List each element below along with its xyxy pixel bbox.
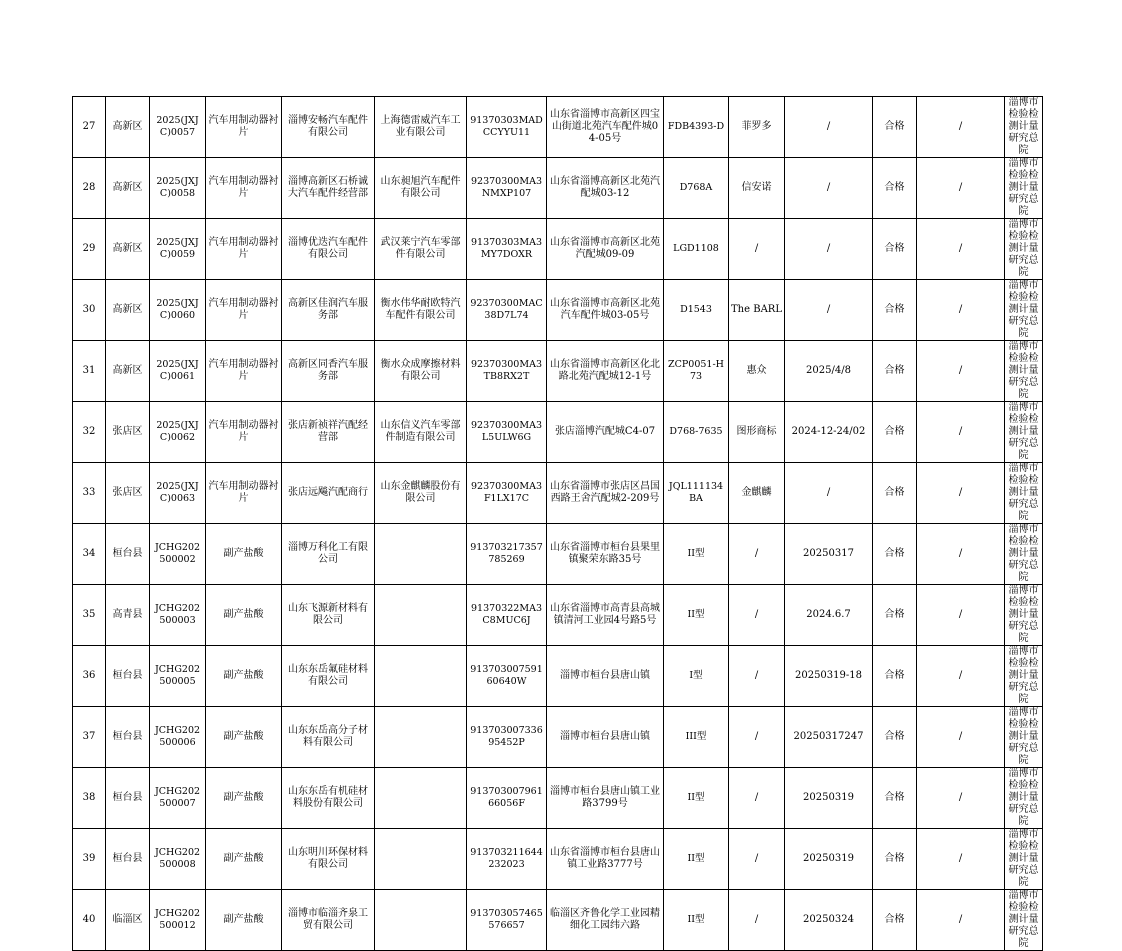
- table-row: [73, 768, 1043, 829]
- remark-cell: /: [917, 829, 1005, 890]
- table-row: [73, 158, 1043, 219]
- sampled-unit-cell: 淄博优迭汽车配件有限公司: [282, 219, 375, 280]
- credit-code-cell: 91370303MA3MY7DOXR: [467, 219, 547, 280]
- production-date-cell: 20250319: [785, 829, 873, 890]
- brand-cell: 惠众: [729, 341, 785, 402]
- model-spec-cell: II型: [664, 768, 729, 829]
- table-row: [73, 890, 1043, 951]
- address-cell: 山东省淄博市桓台县唐山镇工业路3777号: [547, 829, 664, 890]
- result-cell: 合格: [873, 585, 917, 646]
- sampled-unit-cell: 淄博安畅汽车配件有限公司: [282, 97, 375, 158]
- model-spec-cell: II型: [664, 829, 729, 890]
- production-date-cell: 20250317247: [785, 707, 873, 768]
- manufacturer-cell: 衡水众成摩擦材料有限公司: [375, 341, 467, 402]
- inspection-org-cell: 淄博市检验检测计量研究总院: [1005, 219, 1043, 280]
- sampled-unit-cell: 高新区同香汽车服务部: [282, 341, 375, 402]
- model-spec-cell: ZCP0051-H73: [664, 341, 729, 402]
- sample-code-cell: 2025(JXJC)0061: [150, 341, 206, 402]
- sample-code-cell: JCHG202500007: [150, 768, 206, 829]
- address-cell: 淄博市桓台县唐山镇工业路3799号: [547, 768, 664, 829]
- product-name-cell: 副产盐酸: [206, 768, 282, 829]
- sample-code-cell: 2025(JXJC)0058: [150, 158, 206, 219]
- row-number-cell: 38: [73, 768, 106, 829]
- product-name-cell: 汽车用制动器衬片: [206, 219, 282, 280]
- row-number-cell: 27: [73, 97, 106, 158]
- brand-cell: 菲罗多: [729, 97, 785, 158]
- manufacturer-cell: 山东信义汽车零部件制造有限公司: [375, 402, 467, 463]
- inspection-org-cell: 淄博市检验检测计量研究总院: [1005, 585, 1043, 646]
- inspection-org-cell: 淄博市检验检测计量研究总院: [1005, 158, 1043, 219]
- production-date-cell: 2024.6.7: [785, 585, 873, 646]
- manufacturer-cell: 武汉莱宁汽车零部件有限公司: [375, 219, 467, 280]
- table-row: [73, 707, 1043, 768]
- inspection-org-cell: 淄博市检验检测计量研究总院: [1005, 524, 1043, 585]
- sample-code-cell: JCHG202500005: [150, 646, 206, 707]
- district-cell: 高新区: [106, 341, 150, 402]
- inspection-results-table: [72, 96, 1043, 951]
- product-name-cell: 汽车用制动器衬片: [206, 463, 282, 524]
- inspection-org-cell: 淄博市检验检测计量研究总院: [1005, 463, 1043, 524]
- model-spec-cell: D1543: [664, 280, 729, 341]
- inspection-org-cell: 淄博市检验检测计量研究总院: [1005, 97, 1043, 158]
- district-cell: 桓台县: [106, 646, 150, 707]
- sampled-unit-cell: 山东明川环保材料有限公司: [282, 829, 375, 890]
- inspection-org-cell: 淄博市检验检测计量研究总院: [1005, 707, 1043, 768]
- sample-code-cell: JCHG202500002: [150, 524, 206, 585]
- row-number-cell: 33: [73, 463, 106, 524]
- remark-cell: /: [917, 280, 1005, 341]
- district-cell: 桓台县: [106, 768, 150, 829]
- credit-code-cell: 913703217357785269: [467, 524, 547, 585]
- address-cell: 山东省淄博市高新区化北路北苑汽配城12-1号: [547, 341, 664, 402]
- inspection-org-cell: 淄博市检验检测计量研究总院: [1005, 341, 1043, 402]
- manufacturer-cell: [375, 768, 467, 829]
- product-name-cell: 汽车用制动器衬片: [206, 97, 282, 158]
- product-name-cell: 副产盐酸: [206, 829, 282, 890]
- address-cell: 山东省淄博市高新区四宝山街道北苑汽车配件城04-05号: [547, 97, 664, 158]
- production-date-cell: /: [785, 280, 873, 341]
- sample-code-cell: JCHG202500012: [150, 890, 206, 951]
- inspection-org-cell: 淄博市检验检测计量研究总院: [1005, 768, 1043, 829]
- address-cell: 山东省淄博高新区北苑汽配城03-12: [547, 158, 664, 219]
- row-number-cell: 35: [73, 585, 106, 646]
- table-row: [73, 646, 1043, 707]
- sampled-unit-cell: 淄博高新区石桥诚大汽车配件经营部: [282, 158, 375, 219]
- remark-cell: /: [917, 890, 1005, 951]
- address-cell: 山东省淄博市高新区北苑汽车配件城03-05号: [547, 280, 664, 341]
- sample-code-cell: JCHG202500008: [150, 829, 206, 890]
- result-cell: 合格: [873, 97, 917, 158]
- sampled-unit-cell: 高新区佳润汽车服务部: [282, 280, 375, 341]
- brand-cell: /: [729, 890, 785, 951]
- production-date-cell: 2025/4/8: [785, 341, 873, 402]
- district-cell: 张店区: [106, 463, 150, 524]
- sample-code-cell: 2025(JXJC)0059: [150, 219, 206, 280]
- product-name-cell: 汽车用制动器衬片: [206, 402, 282, 463]
- district-cell: 高青县: [106, 585, 150, 646]
- row-number-cell: 36: [73, 646, 106, 707]
- manufacturer-cell: [375, 646, 467, 707]
- table-row: [73, 341, 1043, 402]
- model-spec-cell: D768-7635: [664, 402, 729, 463]
- remark-cell: /: [917, 646, 1005, 707]
- sampled-unit-cell: 淄博市临淄齐泉工贸有限公司: [282, 890, 375, 951]
- row-number-cell: 30: [73, 280, 106, 341]
- table-row: [73, 280, 1043, 341]
- sampled-unit-cell: 山东东岳氟硅材料有限公司: [282, 646, 375, 707]
- district-cell: 临淄区: [106, 890, 150, 951]
- manufacturer-cell: 山东金麒麟股份有限公司: [375, 463, 467, 524]
- sample-code-cell: 2025(JXJC)0062: [150, 402, 206, 463]
- address-cell: 山东省淄博市高新区北苑汽配城09-09: [547, 219, 664, 280]
- result-cell: 合格: [873, 341, 917, 402]
- production-date-cell: 2024-12-24/02: [785, 402, 873, 463]
- production-date-cell: 20250324: [785, 890, 873, 951]
- table-row: [73, 97, 1043, 158]
- credit-code-cell: 913703211644232023: [467, 829, 547, 890]
- inspection-org-cell: 淄博市检验检测计量研究总院: [1005, 829, 1043, 890]
- manufacturer-cell: [375, 585, 467, 646]
- model-spec-cell: D768A: [664, 158, 729, 219]
- manufacturer-cell: [375, 829, 467, 890]
- sample-code-cell: 2025(JXJC)0057: [150, 97, 206, 158]
- production-date-cell: /: [785, 219, 873, 280]
- manufacturer-cell: 上海德雷威汽车工业有限公司: [375, 97, 467, 158]
- production-date-cell: 20250317: [785, 524, 873, 585]
- district-cell: 张店区: [106, 402, 150, 463]
- sampled-unit-cell: 张店远飚汽配商行: [282, 463, 375, 524]
- address-cell: 山东省淄博市张店区昌国西路王舍汽配城2-209号: [547, 463, 664, 524]
- product-name-cell: 副产盐酸: [206, 524, 282, 585]
- result-cell: 合格: [873, 707, 917, 768]
- model-spec-cell: LGD1108: [664, 219, 729, 280]
- district-cell: 高新区: [106, 219, 150, 280]
- model-spec-cell: FDB4393-D: [664, 97, 729, 158]
- sampled-unit-cell: 张店新祯祥汽配经营部: [282, 402, 375, 463]
- address-cell: 山东省淄博市桓台县果里镇聚荣东路35号: [547, 524, 664, 585]
- manufacturer-cell: 山东昶旭汽车配件有限公司: [375, 158, 467, 219]
- production-date-cell: /: [785, 97, 873, 158]
- sampled-unit-cell: 山东东岳高分子材料有限公司: [282, 707, 375, 768]
- table-row: [73, 219, 1043, 280]
- credit-code-cell: 91370300796166056F: [467, 768, 547, 829]
- row-number-cell: 39: [73, 829, 106, 890]
- result-cell: 合格: [873, 890, 917, 951]
- table-row: [73, 829, 1043, 890]
- remark-cell: /: [917, 341, 1005, 402]
- remark-cell: /: [917, 585, 1005, 646]
- product-name-cell: 副产盐酸: [206, 646, 282, 707]
- remark-cell: /: [917, 768, 1005, 829]
- production-date-cell: 20250319-18: [785, 646, 873, 707]
- row-number-cell: 40: [73, 890, 106, 951]
- product-name-cell: 汽车用制动器衬片: [206, 158, 282, 219]
- result-cell: 合格: [873, 158, 917, 219]
- inspection-org-cell: 淄博市检验检测计量研究总院: [1005, 646, 1043, 707]
- brand-cell: /: [729, 524, 785, 585]
- brand-cell: /: [729, 219, 785, 280]
- credit-code-cell: 92370300MAC38D7L74: [467, 280, 547, 341]
- model-spec-cell: I型: [664, 646, 729, 707]
- inspection-org-cell: 淄博市检验检测计量研究总院: [1005, 280, 1043, 341]
- brand-cell: /: [729, 646, 785, 707]
- sample-code-cell: JCHG202500003: [150, 585, 206, 646]
- address-cell: 临淄区齐鲁化学工业园精细化工园纬六路: [547, 890, 664, 951]
- brand-cell: 信安诺: [729, 158, 785, 219]
- address-cell: 淄博市桓台县唐山镇: [547, 707, 664, 768]
- table-row: [73, 585, 1043, 646]
- model-spec-cell: JQL111134BA: [664, 463, 729, 524]
- district-cell: 桓台县: [106, 524, 150, 585]
- credit-code-cell: 91370300759160640W: [467, 646, 547, 707]
- sample-code-cell: 2025(JXJC)0060: [150, 280, 206, 341]
- credit-code-cell: 91370300733695452P: [467, 707, 547, 768]
- manufacturer-cell: [375, 707, 467, 768]
- credit-code-cell: 913703057465576657: [467, 890, 547, 951]
- manufacturer-cell: [375, 524, 467, 585]
- brand-cell: /: [729, 768, 785, 829]
- address-cell: 山东省淄博市高青县高城镇清河工业园4号路5号: [547, 585, 664, 646]
- district-cell: 高新区: [106, 158, 150, 219]
- remark-cell: /: [917, 402, 1005, 463]
- remark-cell: /: [917, 97, 1005, 158]
- result-cell: 合格: [873, 768, 917, 829]
- brand-cell: 金麒麟: [729, 463, 785, 524]
- credit-code-cell: 92370300MA3L5ULW6G: [467, 402, 547, 463]
- row-number-cell: 34: [73, 524, 106, 585]
- row-number-cell: 31: [73, 341, 106, 402]
- product-name-cell: 汽车用制动器衬片: [206, 280, 282, 341]
- result-cell: 合格: [873, 219, 917, 280]
- credit-code-cell: 92370300MA3F1LX17C: [467, 463, 547, 524]
- manufacturer-cell: 衡水伟华耐欧特汽车配件有限公司: [375, 280, 467, 341]
- model-spec-cell: II型: [664, 890, 729, 951]
- district-cell: 高新区: [106, 280, 150, 341]
- result-cell: 合格: [873, 280, 917, 341]
- district-cell: 高新区: [106, 97, 150, 158]
- district-cell: 桓台县: [106, 829, 150, 890]
- remark-cell: /: [917, 463, 1005, 524]
- remark-cell: /: [917, 158, 1005, 219]
- manufacturer-cell: [375, 890, 467, 951]
- result-cell: 合格: [873, 829, 917, 890]
- credit-code-cell: 91370303MADCCYYU11: [467, 97, 547, 158]
- result-cell: 合格: [873, 402, 917, 463]
- production-date-cell: 20250319: [785, 768, 873, 829]
- product-name-cell: 副产盐酸: [206, 707, 282, 768]
- address-cell: 张店淄博汽配城C4-07: [547, 402, 664, 463]
- table-row: [73, 402, 1043, 463]
- row-number-cell: 29: [73, 219, 106, 280]
- address-cell: 淄博市桓台县唐山镇: [547, 646, 664, 707]
- credit-code-cell: 91370322MA3C8MUC6J: [467, 585, 547, 646]
- result-cell: 合格: [873, 524, 917, 585]
- inspection-org-cell: 淄博市检验检测计量研究总院: [1005, 402, 1043, 463]
- production-date-cell: /: [785, 463, 873, 524]
- sample-code-cell: 2025(JXJC)0063: [150, 463, 206, 524]
- sample-code-cell: JCHG202500006: [150, 707, 206, 768]
- brand-cell: 图形商标: [729, 402, 785, 463]
- production-date-cell: /: [785, 158, 873, 219]
- row-number-cell: 28: [73, 158, 106, 219]
- remark-cell: /: [917, 524, 1005, 585]
- remark-cell: /: [917, 707, 1005, 768]
- model-spec-cell: II型: [664, 524, 729, 585]
- credit-code-cell: 92370300MA3NMXP107: [467, 158, 547, 219]
- brand-cell: The BARL: [729, 280, 785, 341]
- inspection-org-cell: 淄博市检验检测计量研究总院: [1005, 890, 1043, 951]
- row-number-cell: 32: [73, 402, 106, 463]
- row-number-cell: 37: [73, 707, 106, 768]
- result-cell: 合格: [873, 646, 917, 707]
- product-name-cell: 汽车用制动器衬片: [206, 341, 282, 402]
- brand-cell: /: [729, 829, 785, 890]
- remark-cell: /: [917, 219, 1005, 280]
- table-row: [73, 463, 1043, 524]
- sampled-unit-cell: 山东飞源新材料有限公司: [282, 585, 375, 646]
- product-name-cell: 副产盐酸: [206, 890, 282, 951]
- product-name-cell: 副产盐酸: [206, 585, 282, 646]
- sampled-unit-cell: 淄博万科化工有限公司: [282, 524, 375, 585]
- model-spec-cell: II型: [664, 585, 729, 646]
- brand-cell: /: [729, 585, 785, 646]
- brand-cell: /: [729, 707, 785, 768]
- result-cell: 合格: [873, 463, 917, 524]
- model-spec-cell: III型: [664, 707, 729, 768]
- table-row: [73, 524, 1043, 585]
- credit-code-cell: 92370300MA3TB8RX2T: [467, 341, 547, 402]
- district-cell: 桓台县: [106, 707, 150, 768]
- sampled-unit-cell: 山东东岳有机硅材料股份有限公司: [282, 768, 375, 829]
